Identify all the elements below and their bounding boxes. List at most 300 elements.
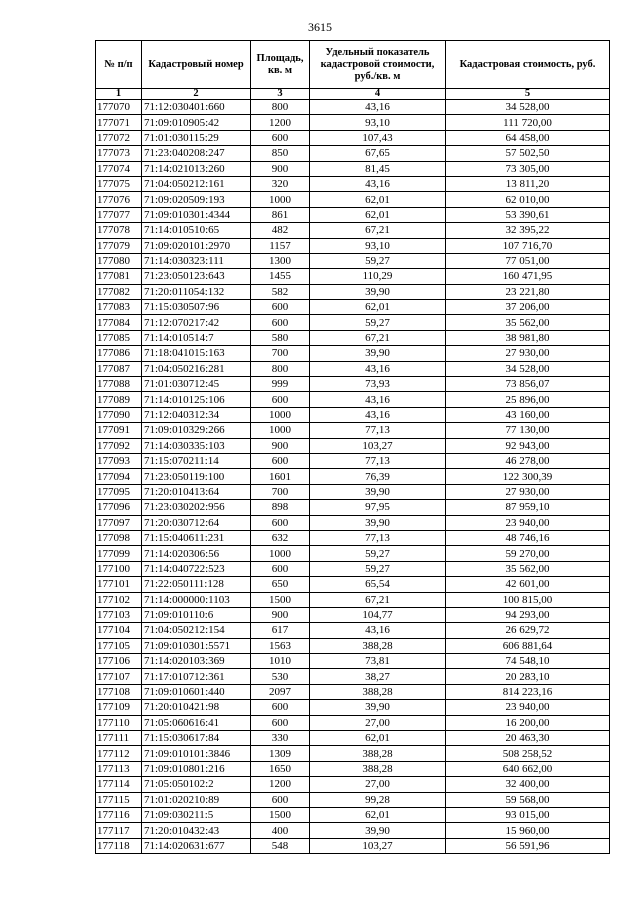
cadastral-number-cell: 71:14:020306:56 [142,546,251,561]
cadastral-value-cell: 73 305,00 [446,161,610,176]
cadastral-number-cell: 71:15:030617:84 [142,731,251,746]
area-cell: 1000 [251,407,310,422]
cadastral-number-cell: 71:14:021013:260 [142,161,251,176]
table-row [96,731,610,746]
cadastral-number-cell: 71:01:030712:45 [142,377,251,392]
cadastral-value-cell: 25 896,00 [446,392,610,407]
area-cell: 900 [251,161,310,176]
cadastral-number-cell: 71:09:010329:266 [142,423,251,438]
cadastral-value-cell: 59 568,00 [446,792,610,807]
specific-rate-cell: 62,01 [310,207,446,222]
table-row [96,592,610,607]
row-number-cell: 177083 [96,300,142,315]
row-number-cell: 177105 [96,638,142,653]
table-row [96,607,610,622]
row-number-cell: 177076 [96,192,142,207]
area-cell: 898 [251,500,310,515]
row-number-cell: 177099 [96,546,142,561]
cadastral-number-cell: 71:15:070211:14 [142,453,251,468]
cadastral-number-cell: 71:23:030202:956 [142,500,251,515]
row-number-cell: 177094 [96,469,142,484]
specific-rate-cell: 43,16 [310,392,446,407]
table-row [96,269,610,284]
cadastral-number-cell: 71:14:020103:369 [142,654,251,669]
table-row [96,130,610,145]
row-number-cell: 177078 [96,223,142,238]
row-number-cell: 177107 [96,669,142,684]
area-cell: 530 [251,669,310,684]
table-row [96,838,610,853]
area-cell: 1000 [251,546,310,561]
cadastral-value-cell: 23 940,00 [446,515,610,530]
specific-rate-cell: 77,13 [310,530,446,545]
area-cell: 1309 [251,746,310,761]
cadastral-value-cell: 87 959,10 [446,500,610,515]
table-row [96,361,610,376]
cadastral-value-cell: 35 562,00 [446,315,610,330]
area-cell: 600 [251,392,310,407]
row-number-cell: 177117 [96,823,142,838]
area-cell: 330 [251,731,310,746]
row-number-cell: 177114 [96,777,142,792]
specific-rate-cell: 59,27 [310,546,446,561]
row-number-cell: 177077 [96,207,142,222]
area-cell: 600 [251,792,310,807]
cadastral-number-cell: 71:15:040611:231 [142,530,251,545]
row-number-cell: 177086 [96,346,142,361]
table-row [96,377,610,392]
row-number-cell: 177101 [96,577,142,592]
cadastral-number-cell: 71:04:050216:281 [142,361,251,376]
table-row [96,100,610,115]
cadastral-value-cell: 62 010,00 [446,192,610,207]
table-row [96,515,610,530]
cadastral-number-cell: 71:05:050102:2 [142,777,251,792]
header-area: Площадь, кв. м [251,41,310,89]
cadastral-value-cell: 160 471,95 [446,269,610,284]
column-number: 3 [251,89,310,100]
cadastral-number-cell: 71:01:030115:29 [142,130,251,145]
cadastral-value-cell: 508 258,52 [446,746,610,761]
cadastral-value-cell: 15 960,00 [446,823,610,838]
table-row [96,146,610,161]
area-cell: 632 [251,530,310,545]
cadastral-value-cell: 77 130,00 [446,423,610,438]
row-number-cell: 177092 [96,438,142,453]
cadastral-number-cell: 71:04:050212:161 [142,176,251,191]
header-cadastral-number: Кадастровый номер [142,41,251,89]
area-cell: 1601 [251,469,310,484]
area-cell: 1300 [251,253,310,268]
cadastral-value-cell: 814 223,16 [446,684,610,699]
cadastral-number-cell: 71:18:041015:163 [142,346,251,361]
cadastral-number-cell: 71:09:010110:6 [142,607,251,622]
specific-rate-cell: 97,95 [310,500,446,515]
specific-rate-cell: 93,10 [310,115,446,130]
row-number-cell: 177111 [96,731,142,746]
cadastral-value-cell: 20 283,10 [446,669,610,684]
page-number: 3615 [308,20,332,34]
specific-rate-cell: 43,16 [310,361,446,376]
specific-rate-cell: 27,00 [310,715,446,730]
area-cell: 900 [251,607,310,622]
table-row [96,253,610,268]
cadastral-value-cell: 53 390,61 [446,207,610,222]
specific-rate-cell: 59,27 [310,561,446,576]
table-row [96,761,610,776]
cadastral-number-cell: 71:23:050123:643 [142,269,251,284]
cadastral-number-cell: 71:09:010301:4344 [142,207,251,222]
area-cell: 800 [251,361,310,376]
cadastral-value-cell: 100 815,00 [446,592,610,607]
cadastral-value-cell: 37 206,00 [446,300,610,315]
row-number-cell: 177071 [96,115,142,130]
area-cell: 600 [251,515,310,530]
cadastral-value-cell: 606 881,64 [446,638,610,653]
specific-rate-cell: 73,93 [310,377,446,392]
column-number: 4 [310,89,446,100]
area-cell: 600 [251,300,310,315]
cadastral-number-cell: 71:09:010801:216 [142,761,251,776]
row-number-cell: 177109 [96,700,142,715]
table-row [96,300,610,315]
table-row [96,654,610,669]
cadastral-number-cell: 71:20:010421:98 [142,700,251,715]
row-number-cell: 177115 [96,792,142,807]
table-row [96,777,610,792]
specific-rate-cell: 39,90 [310,700,446,715]
table-row [96,469,610,484]
cadastral-value-cell: 640 662,00 [446,761,610,776]
area-cell: 800 [251,100,310,115]
cadastral-number-cell: 71:20:010432:43 [142,823,251,838]
area-cell: 1500 [251,807,310,822]
cadastral-number-cell: 71:12:040312:34 [142,407,251,422]
area-cell: 999 [251,377,310,392]
area-cell: 617 [251,623,310,638]
specific-rate-cell: 62,01 [310,807,446,822]
area-cell: 600 [251,453,310,468]
row-number-cell: 177103 [96,607,142,622]
cadastral-number-cell: 71:09:020509:193 [142,192,251,207]
specific-rate-cell: 43,16 [310,176,446,191]
specific-rate-cell: 388,28 [310,746,446,761]
cadastral-number-cell: 71:12:030401:660 [142,100,251,115]
cadastral-value-cell: 16 200,00 [446,715,610,730]
specific-rate-cell: 43,16 [310,623,446,638]
cadastral-number-cell: 71:15:030507:96 [142,300,251,315]
area-cell: 1157 [251,238,310,253]
row-number-cell: 177108 [96,684,142,699]
specific-rate-cell: 38,27 [310,669,446,684]
cadastral-value-cell: 73 856,07 [446,377,610,392]
cadastral-number-cell: 71:20:011054:132 [142,284,251,299]
cadastral-value-cell: 34 528,00 [446,100,610,115]
cadastral-number-cell: 71:22:050111:128 [142,577,251,592]
area-cell: 600 [251,715,310,730]
cadastral-number-cell: 71:14:000000:1103 [142,592,251,607]
cadastral-value-cell: 32 395,22 [446,223,610,238]
row-number-cell: 177118 [96,838,142,853]
header-cadastral-value: Кадастровая стоимость, руб. [446,41,610,89]
cadastral-number-cell: 71:09:020101:2970 [142,238,251,253]
cadastral-number-cell: 71:01:020210:89 [142,792,251,807]
area-cell: 900 [251,438,310,453]
specific-rate-cell: 39,90 [310,823,446,838]
table-header-row [96,41,610,89]
cadastral-value-cell: 34 528,00 [446,361,610,376]
cadastral-value-cell: 64 458,00 [446,130,610,145]
row-number-cell: 177104 [96,623,142,638]
area-cell: 1455 [251,269,310,284]
row-number-cell: 177098 [96,530,142,545]
table-row [96,669,610,684]
area-cell: 400 [251,823,310,838]
cadastral-value-cell: 23 221,80 [446,284,610,299]
cadastral-number-cell: 71:12:070217:42 [142,315,251,330]
specific-rate-cell: 99,28 [310,792,446,807]
table-row [96,238,610,253]
row-number-cell: 177075 [96,176,142,191]
table-row [96,638,610,653]
cadastral-value-cell: 111 720,00 [446,115,610,130]
table-row [96,484,610,499]
cadastral-value-cell: 77 051,00 [446,253,610,268]
cadastral-value-cell: 35 562,00 [446,561,610,576]
area-cell: 1500 [251,592,310,607]
area-cell: 650 [251,577,310,592]
specific-rate-cell: 107,43 [310,130,446,145]
area-cell: 2097 [251,684,310,699]
specific-rate-cell: 67,21 [310,330,446,345]
cadastral-number-cell: 71:05:060616:41 [142,715,251,730]
cadastral-value-cell: 13 811,20 [446,176,610,191]
cadastral-number-cell: 71:23:040208:247 [142,146,251,161]
cadastral-value-table [95,40,610,854]
area-cell: 580 [251,330,310,345]
row-number-cell: 177088 [96,377,142,392]
row-number-cell: 177112 [96,746,142,761]
cadastral-value-cell: 27 930,00 [446,346,610,361]
specific-rate-cell: 93,10 [310,238,446,253]
specific-rate-cell: 67,65 [310,146,446,161]
table-row [96,223,610,238]
cadastral-value-cell: 20 463,30 [446,731,610,746]
row-number-cell: 177106 [96,654,142,669]
specific-rate-cell: 62,01 [310,192,446,207]
specific-rate-cell: 65,54 [310,577,446,592]
table-row [96,823,610,838]
row-number-cell: 177097 [96,515,142,530]
row-number-cell: 177116 [96,807,142,822]
cadastral-number-cell: 71:14:010125:106 [142,392,251,407]
row-number-cell: 177091 [96,423,142,438]
specific-rate-cell: 43,16 [310,407,446,422]
row-number-cell: 177096 [96,500,142,515]
specific-rate-cell: 104,77 [310,607,446,622]
table-row [96,577,610,592]
specific-rate-cell: 39,90 [310,515,446,530]
area-cell: 1000 [251,423,310,438]
area-cell: 600 [251,700,310,715]
area-cell: 1650 [251,761,310,776]
cadastral-value-cell: 43 160,00 [446,407,610,422]
area-cell: 700 [251,484,310,499]
table-row [96,500,610,515]
row-number-cell: 177082 [96,284,142,299]
row-number-cell: 177087 [96,361,142,376]
cadastral-number-cell: 71:09:010905:42 [142,115,251,130]
specific-rate-cell: 39,90 [310,284,446,299]
table-row [96,346,610,361]
cadastral-number-cell: 71:09:010101:3846 [142,746,251,761]
table-row [96,176,610,191]
cadastral-value-cell: 26 629,72 [446,623,610,638]
table-row [96,115,610,130]
cadastral-number-cell: 71:09:030211:5 [142,807,251,822]
area-cell: 1563 [251,638,310,653]
table-row [96,746,610,761]
specific-rate-cell: 39,90 [310,346,446,361]
area-cell: 1000 [251,192,310,207]
specific-rate-cell: 62,01 [310,731,446,746]
cadastral-number-cell: 71:09:010601:440 [142,684,251,699]
cadastral-number-cell: 71:14:030335:103 [142,438,251,453]
area-cell: 700 [251,346,310,361]
row-number-cell: 177110 [96,715,142,730]
row-number-cell: 177090 [96,407,142,422]
table-row [96,438,610,453]
table-row [96,561,610,576]
specific-rate-cell: 77,13 [310,423,446,438]
specific-rate-cell: 103,27 [310,438,446,453]
specific-rate-cell: 388,28 [310,684,446,699]
specific-rate-cell: 76,39 [310,469,446,484]
row-number-cell: 177093 [96,453,142,468]
specific-rate-cell: 27,00 [310,777,446,792]
cadastral-number-cell: 71:14:040722:523 [142,561,251,576]
cadastral-value-cell: 56 591,96 [446,838,610,853]
table-row [96,623,610,638]
cadastral-number-cell: 71:14:010514:7 [142,330,251,345]
cadastral-value-cell: 93 015,00 [446,807,610,822]
row-number-cell: 177070 [96,100,142,115]
cadastral-value-cell: 42 601,00 [446,577,610,592]
specific-rate-cell: 73,81 [310,654,446,669]
area-cell: 600 [251,130,310,145]
table-row [96,684,610,699]
row-number-cell: 177089 [96,392,142,407]
specific-rate-cell: 103,27 [310,838,446,853]
area-cell: 1200 [251,115,310,130]
area-cell: 850 [251,146,310,161]
specific-rate-cell: 59,27 [310,253,446,268]
table-row [96,407,610,422]
area-cell: 320 [251,176,310,191]
specific-rate-cell: 81,45 [310,161,446,176]
cadastral-number-cell: 71:14:030323:111 [142,253,251,268]
specific-rate-cell: 77,13 [310,453,446,468]
cadastral-value-cell: 92 943,00 [446,438,610,453]
area-cell: 1010 [251,654,310,669]
row-number-cell: 177102 [96,592,142,607]
table-row [96,315,610,330]
area-cell: 582 [251,284,310,299]
column-number: 2 [142,89,251,100]
table-row [96,161,610,176]
cadastral-value-cell: 38 981,80 [446,330,610,345]
row-number-cell: 177079 [96,238,142,253]
cadastral-number-cell: 71:14:010510:65 [142,223,251,238]
row-number-cell: 177081 [96,269,142,284]
row-number-cell: 177084 [96,315,142,330]
specific-rate-cell: 43,16 [310,100,446,115]
table-row [96,715,610,730]
cadastral-value-cell: 74 548,10 [446,654,610,669]
specific-rate-cell: 388,28 [310,761,446,776]
table-row [96,192,610,207]
header-specific-rate: Удельный показатель кадастровой стоимости, руб./кв. м [310,41,446,89]
cadastral-number-cell: 71:14:020631:677 [142,838,251,853]
specific-rate-cell: 67,21 [310,592,446,607]
area-cell: 600 [251,561,310,576]
cadastral-value-cell: 57 502,50 [446,146,610,161]
cadastral-value-cell: 23 940,00 [446,700,610,715]
cadastral-value-cell: 122 300,39 [446,469,610,484]
cadastral-value-cell: 107 716,70 [446,238,610,253]
table-row [96,330,610,345]
cadastral-value-cell: 48 746,16 [446,530,610,545]
row-number-cell: 177085 [96,330,142,345]
table-row [96,530,610,545]
cadastral-value-cell: 94 293,00 [446,607,610,622]
header-row-number: № п/п [96,41,142,89]
table-row [96,700,610,715]
specific-rate-cell: 388,28 [310,638,446,653]
column-number: 5 [446,89,610,100]
area-cell: 548 [251,838,310,853]
specific-rate-cell: 39,90 [310,484,446,499]
cadastral-number-cell: 71:23:050119:100 [142,469,251,484]
row-number-cell: 177100 [96,561,142,576]
cadastral-value-cell: 32 400,00 [446,777,610,792]
column-number-row [96,89,610,100]
cadastral-value-cell: 46 278,00 [446,453,610,468]
table-row [96,453,610,468]
cadastral-number-cell: 71:20:030712:64 [142,515,251,530]
table-row [96,423,610,438]
area-cell: 861 [251,207,310,222]
table-row [96,392,610,407]
table-row [96,546,610,561]
table-row [96,792,610,807]
row-number-cell: 177113 [96,761,142,776]
cadastral-number-cell: 71:04:050212:154 [142,623,251,638]
table-row [96,807,610,822]
cadastral-value-cell: 59 270,00 [446,546,610,561]
row-number-cell: 177095 [96,484,142,499]
specific-rate-cell: 59,27 [310,315,446,330]
table-row [96,207,610,222]
specific-rate-cell: 110,29 [310,269,446,284]
cadastral-number-cell: 71:09:010301:5571 [142,638,251,653]
area-cell: 600 [251,315,310,330]
specific-rate-cell: 62,01 [310,300,446,315]
cadastral-value-cell: 27 930,00 [446,484,610,499]
cadastral-number-cell: 71:20:010413:64 [142,484,251,499]
specific-rate-cell: 67,21 [310,223,446,238]
area-cell: 482 [251,223,310,238]
